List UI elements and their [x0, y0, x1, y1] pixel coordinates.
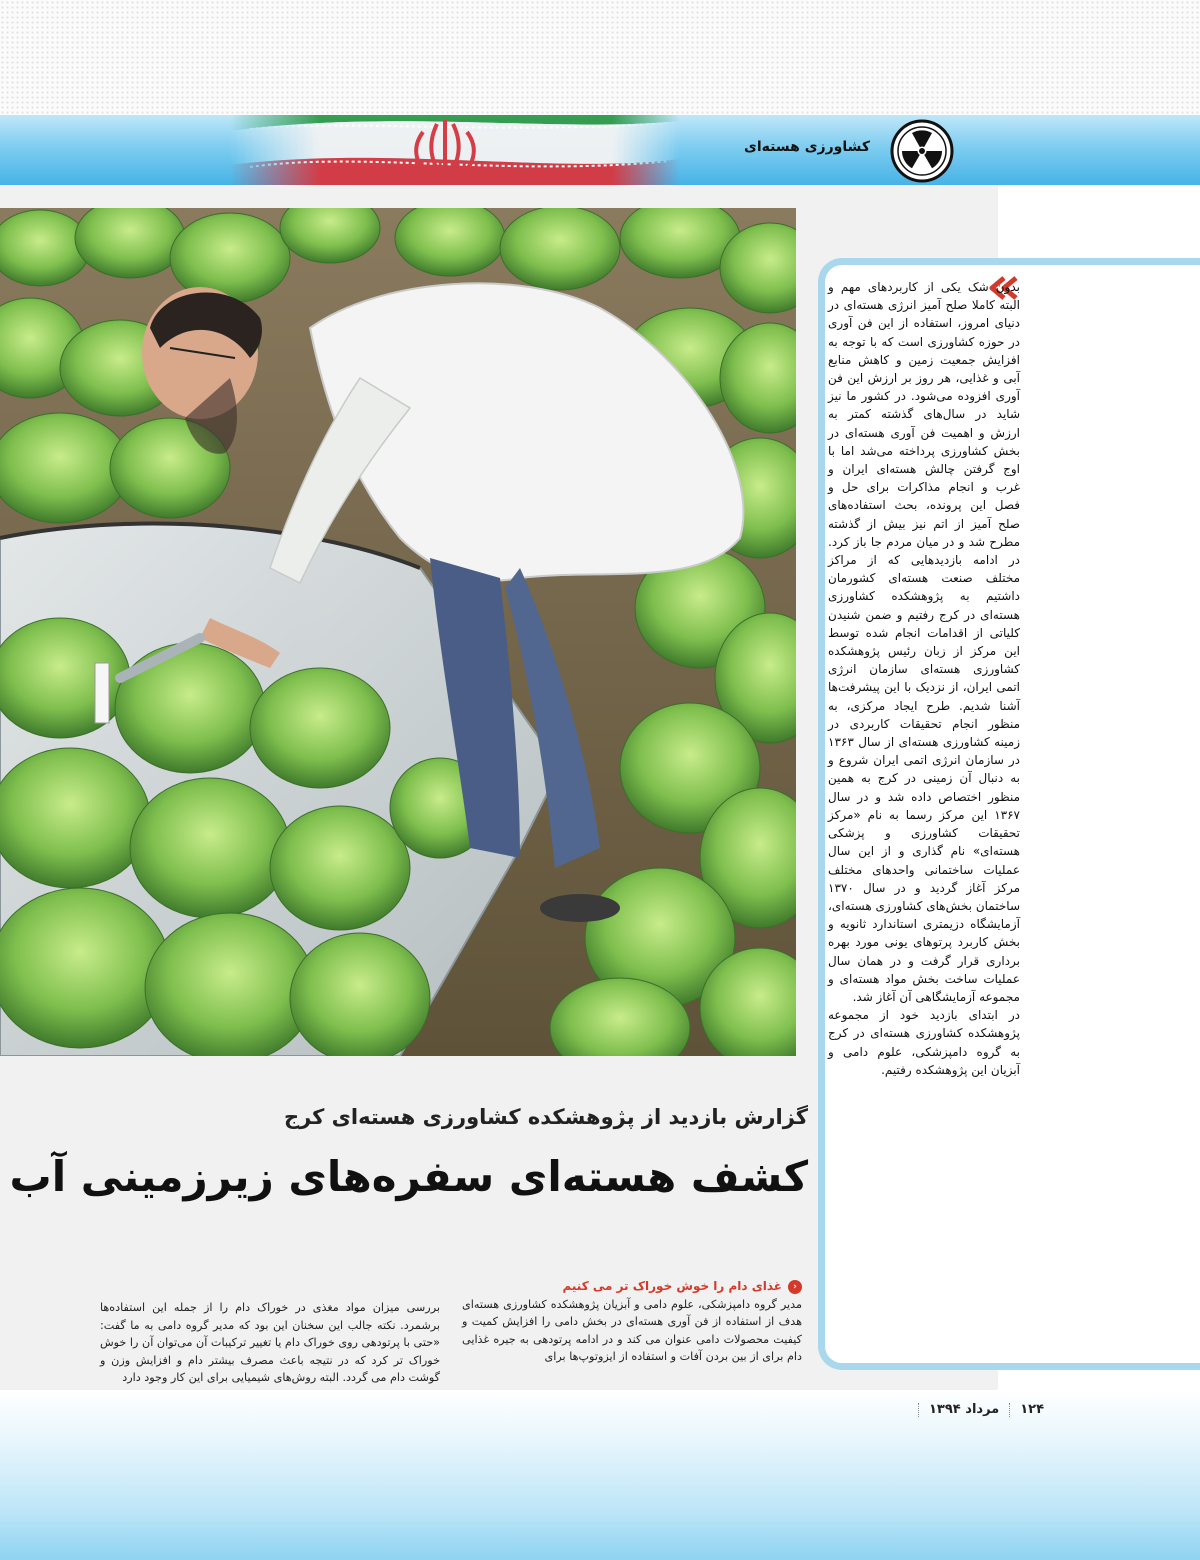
page-folio: [918, 1402, 1044, 1417]
sidebar-paragraph-1: بدون شک یکی از کاربردهای مهم و البته کاملا صلح آمیز انرژی هسته‌ای در دنیای امروز، استفاده از این فن آوری در حوزه کشاورزی است که با توجه به افزایش جمعیت زمین و کاهش منابع آبی و غذایی، هر روز بر ارزش این فن آوری افزوده می‌شود. در کشور ما نیز شاید در سال‌های گذشته کمتر به ارزش و اهمیت فن آوری هسته‌ای در بخش کشاورزی پرداخته می‌شد اما با اوج گرفتن چالش هسته‌ای ایران و غرب و انجام مذاکرات برای حل و فصل این پرونده، بحث استفاده‌های صلح آمیز از اتم نیز بیش از گذشته مطرح شد و در میان مردم جا باز کرد. در ادامه بازدیدهایی که از مراکز مختلف صنعت هسته‌ای کشورمان داشتیم به پژوهشکده کشاورزی هسته‌ای در کرج رفتیم و ضمن شنیدن کلیاتی از اقدامات انجام شده توسط این مرکز از زبان رئیس پژوهشکده کشاورزی هسته‌ای سازمان انرژی اتمی ایران، از نزدیک با این پیشرفت‌ها آشنا شدیم. طرح ایجاد مرکزی، به منظور انجام تحقیقات کاربردی در زمینه کشاورزی هسته‌ای از سال ۱۳۶۳ در سازمان انرژی اتمی ایران شروع و به دنبال آن زمینی در کرج به همین منظور اختصاص داده شد و در سال ۱۳۶۷ این مرکز رسما به نام «مرکز تحقیقات کشاورزی و پزشکی هسته‌ای» نام گذاری و از این سال عملیات ساختمانی واحدهای مختلف مرکز آغاز گردید و در سال ۱۳۷۰ ساختمان بخش‌های کشاورزی هسته‌ای، آزمایشگاه دزیمتری استاندارد ثانویه و بخش کاربرد پرتوهای یونی مورد بهره برداری قرار گرفت و در همان سال عملیات ساخت بخش مواد هسته‌ای و مجموعه آزمایشگاهی آن آغاز شد.: [828, 280, 1020, 1004]
article-subtitle: گزارش بازدید از پژوهشکده کشاورزی هسته‌ای کرج: [283, 1105, 808, 1129]
page-number: ۱۲۴: [1020, 1402, 1045, 1417]
folio-separator: [1009, 1403, 1010, 1417]
article-column-right: [462, 1278, 802, 1366]
section-label: کشاورزی هسته‌ای: [744, 139, 870, 155]
top-dotted-pattern: [0, 0, 1200, 115]
column-heading-text: غذای دام را خوش خوراک تر می کنیم: [562, 1279, 782, 1293]
iran-flag-graphic: [230, 115, 680, 185]
column-right-text: مدیر گروه دامپزشکی، علوم دامی و آبزیان پژوهشکده کشاورزی هسته‌ای هدف از استفاده از فن آوری هسته‌ای در بخش دامی را افزایش کمیت و کیفیت محصولات دامی عنوان می کند و در ادامه پرتودهی به جیره غذایی دام برای از بین بردن آفات و استفاده از ایزوتوپ‌ها برای: [462, 1297, 802, 1363]
sidebar-intro-text: [828, 278, 1020, 1079]
column-heading: [462, 1278, 802, 1296]
article-photo: [0, 208, 796, 1056]
article-column-left: [100, 1299, 440, 1387]
folio-separator: [918, 1403, 919, 1417]
sidebar-paragraph-2: در ابتدای بازدید خود از مجموعه پژوهشکده کشاورزی هسته‌ای در کرج به گروه دامپزشکی، علوم دامی و آبزیان این پژوهشکده رفتیم.: [828, 1008, 1020, 1077]
header-band: [0, 115, 1200, 185]
lettuce-field-researcher-illustration: [0, 208, 796, 1056]
radiation-icon: [890, 119, 954, 183]
issue-date: مرداد ۱۳۹۴: [929, 1402, 1000, 1417]
article-title: کشف هسته‌ای سفره‌های زیرزمینی آب: [9, 1152, 808, 1201]
column-left-text: بررسی میزان مواد مغذی در خوراک دام را از جمله این استفاده‌ها برشمرد. نکته جالب این سخنان این بود که مدیر گروه دامی به ما گفت: «حتی با پرتودهی روی خوراک دام یا تغییر ترکیبات آن می‌توان آن را خوش خوراک تر کرد که در نتیجه باعث مصرف بیشتر دام و افزایش وزن و گوشت دام می گردد. البته روش‌های شیمیایی برای این کار وجود دارد: [100, 1301, 440, 1384]
chevron-left-icon: ‹: [788, 1280, 802, 1294]
